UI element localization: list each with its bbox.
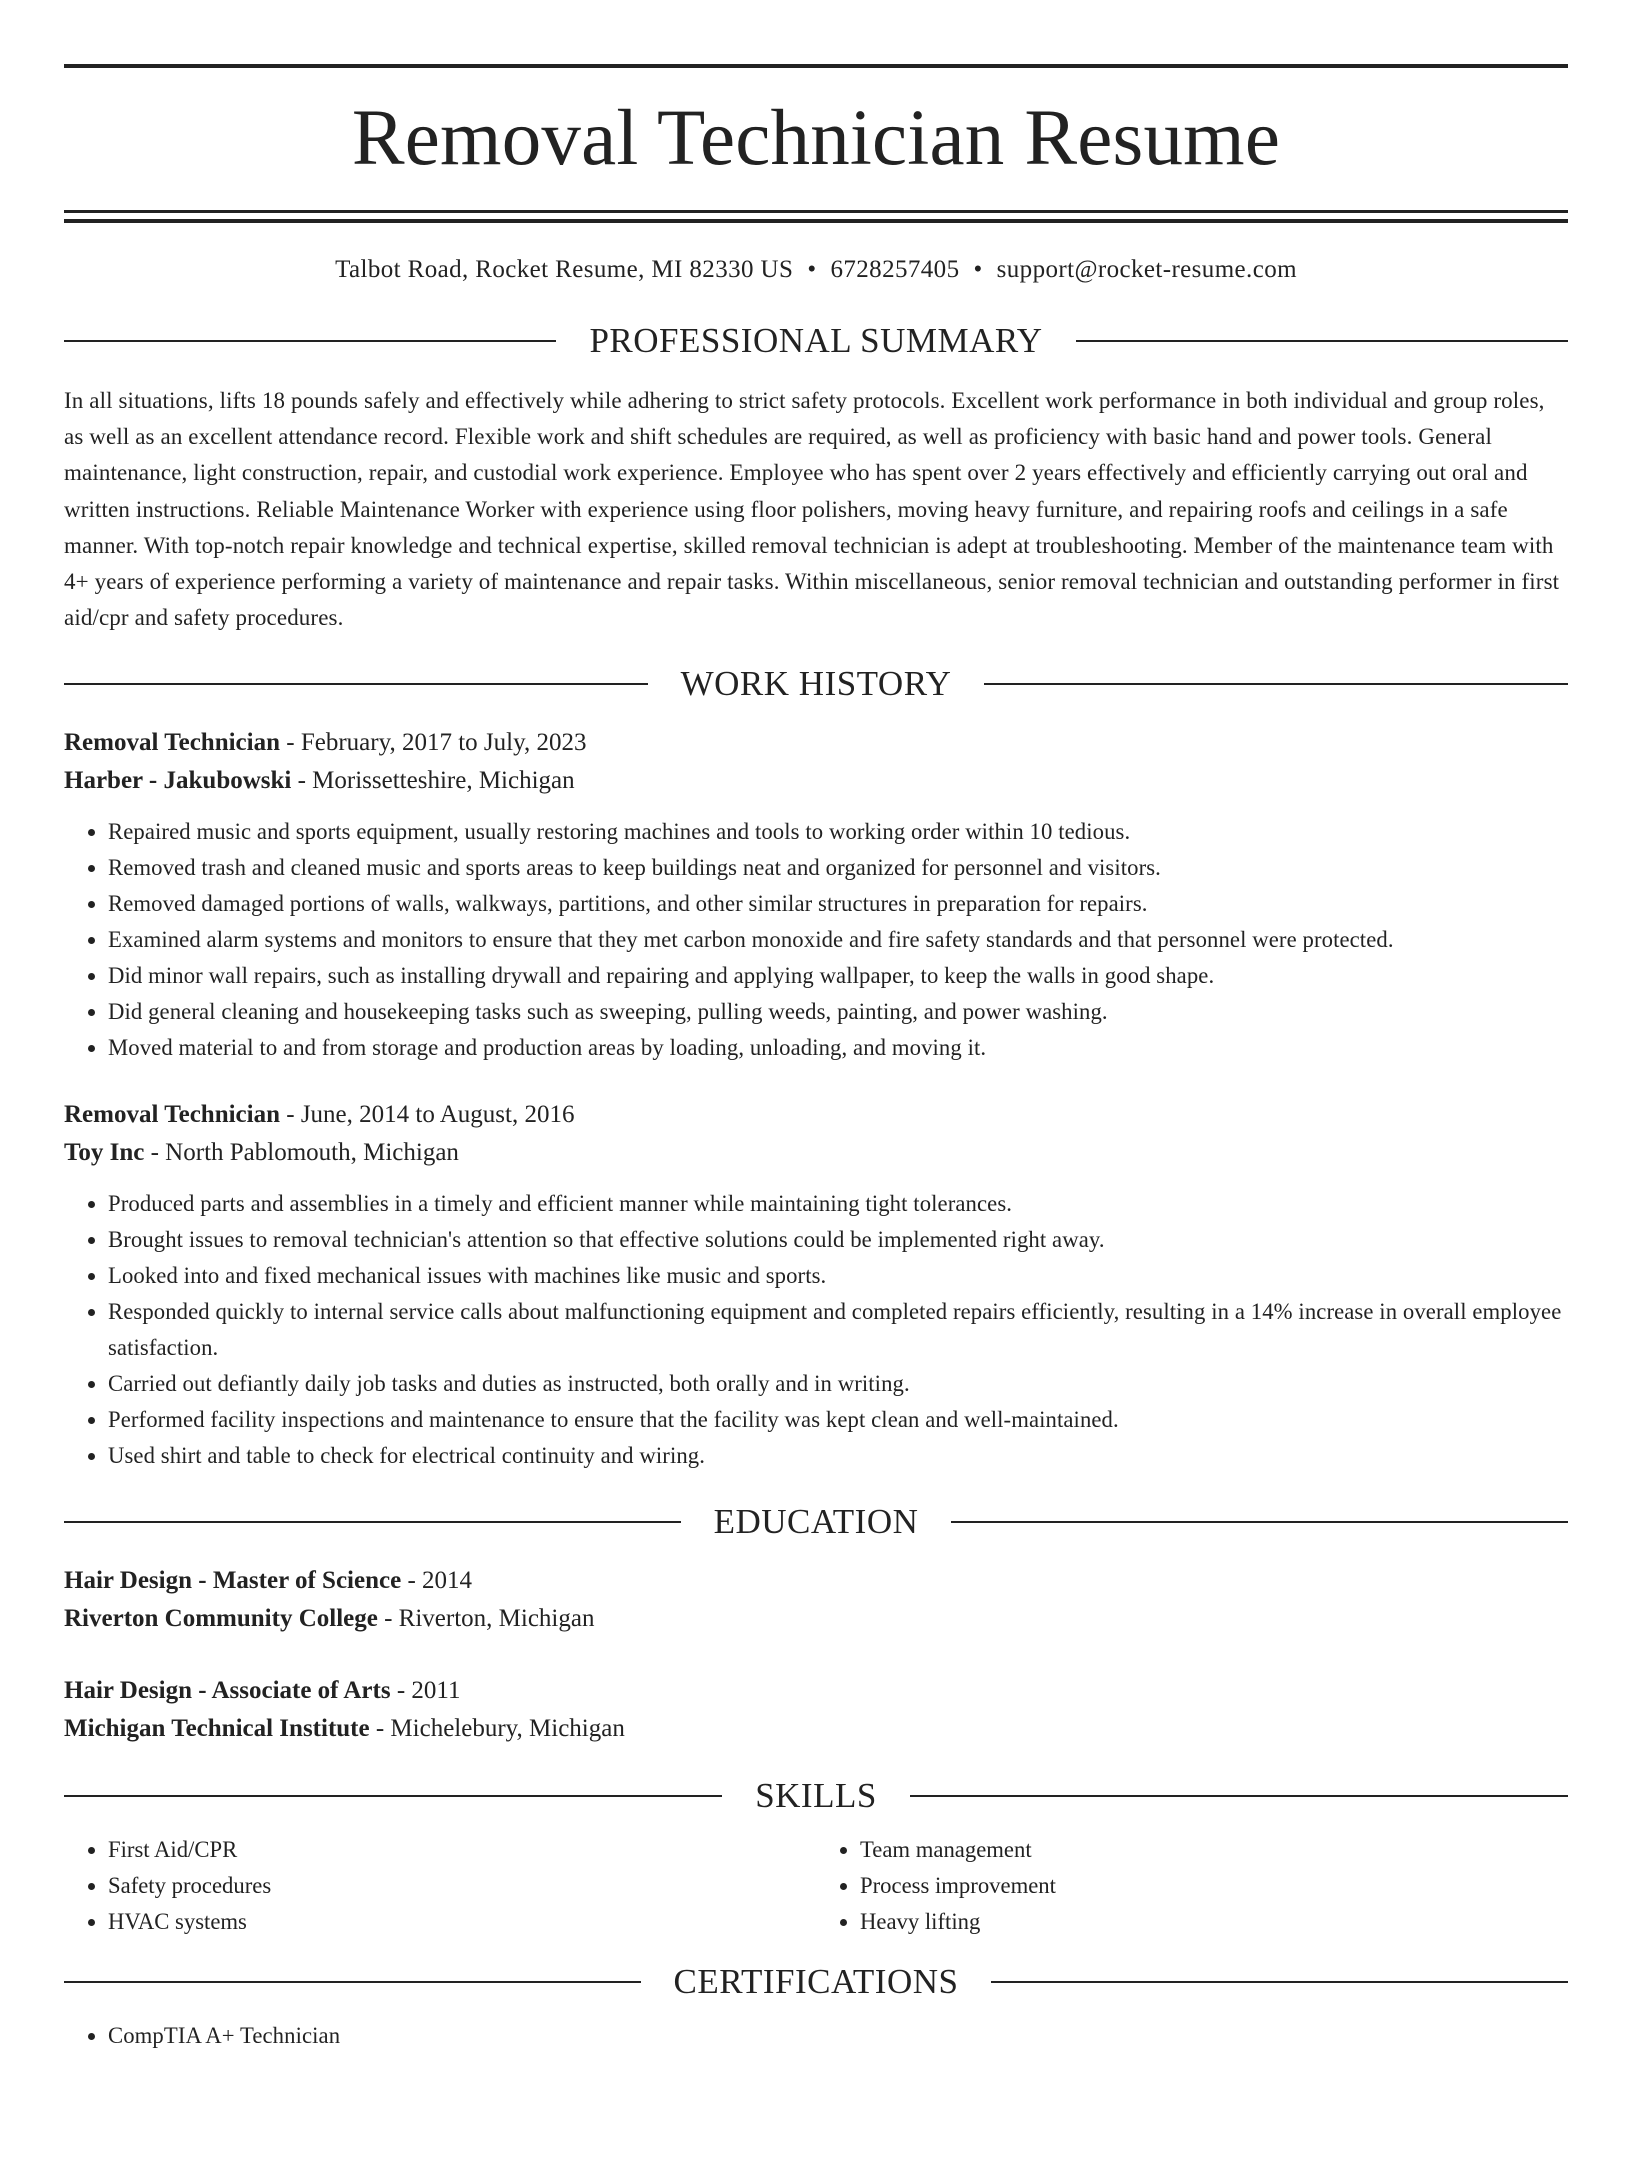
job-title: Removal Technician <box>64 729 280 757</box>
job-bullet: • Produced parts and assemblies in a timely and efficient manner while maintaining tight tolerances. <box>108 1186 1568 1222</box>
contact-separator: • <box>973 256 983 283</box>
education-location: - Riverton, Michigan <box>377 1605 595 1633</box>
education-year: - 2014 <box>401 1567 473 1595</box>
job-bullet: • Moved material to and from storage and production areas by loading, unloading, and moving it. <box>108 1030 1568 1066</box>
education-school-line <box>64 1600 1568 1638</box>
education-degree-line <box>64 1672 1568 1710</box>
job-entry <box>64 724 1568 1066</box>
job-bullet: • Did minor wall repairs, such as installing drywall and repairing and applying wallpaper, to keep the walls in good shape. <box>108 958 1568 994</box>
job-bullet: • Carried out defiantly daily job tasks and duties as instructed, both orally and in writing. <box>108 1366 1568 1402</box>
skill-item: • First Aid/CPR <box>108 1832 816 1868</box>
contact-phone: 6728257405 <box>830 256 960 283</box>
job-title-line <box>64 1096 1568 1134</box>
summary-paragraph: In all situations, lifts 18 pounds safely and effectively while adhering to strict safety protocols. Excellent work performance in both individual and group roles, as well as an excellent attendance record. Flexible work and shift schedules are required, as well as proficiency with basic hand and power tools. General maintenance, light construction, repair, and custodial work experience. Employee who has spent over 2 years effectively and efficiently carrying out oral and written instructions. Reliable Maintenance Worker with experience using floor polishers, moving heavy furniture, and repairing roofs and ceilings in a safe manner. With top-notch repair knowledge and technical expertise, skilled removal technician is adept at troubleshooting. Member of the maintenance team with 4+ years of experience performing a variety of maintenance and repair tasks. Within miscellaneous, senior removal technician and outstanding performer in first aid/cpr and safety procedures. <box>64 388 1560 631</box>
contact-address: Talbot Road, Rocket Resume, MI 82330 US <box>335 256 794 283</box>
job-company: Harber - Jakubowski <box>64 767 292 795</box>
heading-rule <box>984 683 1568 685</box>
job-bullets <box>64 814 1568 1066</box>
job-bullet: • Repaired music and sports equipment, usually restoring machines and tools to working order within 10 tedious. <box>108 814 1568 850</box>
education-degree: Hair Design - Master of Science <box>64 1567 402 1595</box>
job-entry <box>64 1096 1568 1474</box>
job-company-line <box>64 762 1568 800</box>
education-school-line <box>64 1710 1568 1748</box>
job-bullets <box>64 1186 1568 1474</box>
job-bullet: • Did general cleaning and housekeeping tasks such as sweeping, pulling weeds, painting, and power washing. <box>108 994 1568 1030</box>
heading-rule <box>910 1795 1568 1797</box>
job-location: - North Pablomouth, Michigan <box>144 1139 459 1167</box>
skill-item: • Safety procedures <box>108 1868 816 1904</box>
education-entry <box>64 1562 1568 1638</box>
skill-item: • Heavy lifting <box>860 1904 1568 1940</box>
skills-grid <box>64 1832 1568 1940</box>
job-location: - Morissetteshire, Michigan <box>291 767 575 795</box>
skill-item: • Team management <box>860 1832 1568 1868</box>
section-heading-education <box>64 1502 1568 1542</box>
education-degree: Hair Design - Associate of Arts <box>64 1677 391 1705</box>
education-entry <box>64 1672 1568 1748</box>
job-bullet: • Responded quickly to internal service calls about malfunctioning equipment and completed repairs efficiently, resulting in a 14% increase in overall employee satisfaction. <box>108 1294 1568 1366</box>
job-bullet: • Removed damaged portions of walls, walkways, partitions, and other similar structures in preparation for repairs. <box>108 886 1568 922</box>
heading-rule <box>951 1521 1568 1523</box>
heading-rule <box>64 683 648 685</box>
job-company-line <box>64 1134 1568 1172</box>
skills-list-left <box>64 1832 816 1940</box>
job-bullet: • Looked into and fixed mechanical issues with machines like music and sports. <box>108 1258 1568 1294</box>
certification-item: • CompTIA A+ Technician <box>108 2018 1568 2054</box>
heading-rule <box>64 1521 681 1523</box>
top-rule <box>64 64 1568 68</box>
heading-rule <box>1076 340 1568 342</box>
section-heading-label: WORK HISTORY <box>680 664 952 704</box>
title-double-rule <box>64 210 1568 223</box>
skill-item: • HVAC systems <box>108 1904 816 1940</box>
education-school: Michigan Technical Institute <box>64 1715 370 1743</box>
job-title-line <box>64 724 1568 762</box>
education-location: - Michelebury, Michigan <box>369 1715 625 1743</box>
section-heading-summary <box>64 321 1568 361</box>
section-heading-work-history <box>64 664 1568 704</box>
section-heading-skills <box>64 1776 1568 1816</box>
job-bullet: • Brought issues to removal technician's attention so that effective solutions could be implemented right away. <box>108 1222 1568 1258</box>
section-heading-label: EDUCATION <box>713 1502 919 1542</box>
certifications-list <box>64 2018 1568 2054</box>
contact-separator: • <box>807 256 817 283</box>
contact-line <box>64 255 1568 285</box>
section-heading-label: PROFESSIONAL SUMMARY <box>589 321 1043 360</box>
job-bullet: • Examined alarm systems and monitors to ensure that they met carbon monoxide and fire safety standards and that personnel were protected. <box>108 922 1568 958</box>
education-year: - 2011 <box>390 1677 461 1705</box>
heading-rule <box>64 1981 641 1983</box>
skill-item: • Process improvement <box>860 1868 1568 1904</box>
job-bullet: • Used shirt and table to check for electrical continuity and wiring. <box>108 1438 1568 1474</box>
education-school: Riverton Community College <box>64 1605 378 1633</box>
resume-title: Removal Technician Resume <box>351 95 1281 182</box>
heading-rule <box>64 1795 722 1797</box>
heading-rule <box>64 340 556 342</box>
section-heading-label: CERTIFICATIONS <box>673 1962 959 2002</box>
job-dates: - June, 2014 to August, 2016 <box>280 1101 575 1129</box>
job-bullet: • Performed facility inspections and maintenance to ensure that the facility was kept clean and well-maintained. <box>108 1402 1568 1438</box>
resume-page <box>0 64 1632 2176</box>
section-heading-certifications <box>64 1962 1568 2002</box>
job-bullet: • Removed trash and cleaned music and sports areas to keep buildings neat and organized for personnel and visitors. <box>108 850 1568 886</box>
skills-list-right <box>816 1832 1568 1940</box>
section-heading-label: SKILLS <box>755 1776 877 1816</box>
job-title: Removal Technician <box>64 1101 280 1129</box>
contact-email: support@rocket-resume.com <box>996 256 1297 283</box>
heading-rule <box>991 1981 1568 1983</box>
education-degree-line <box>64 1562 1568 1600</box>
job-dates: - February, 2017 to July, 2023 <box>280 729 587 757</box>
job-company: Toy Inc <box>64 1139 145 1167</box>
